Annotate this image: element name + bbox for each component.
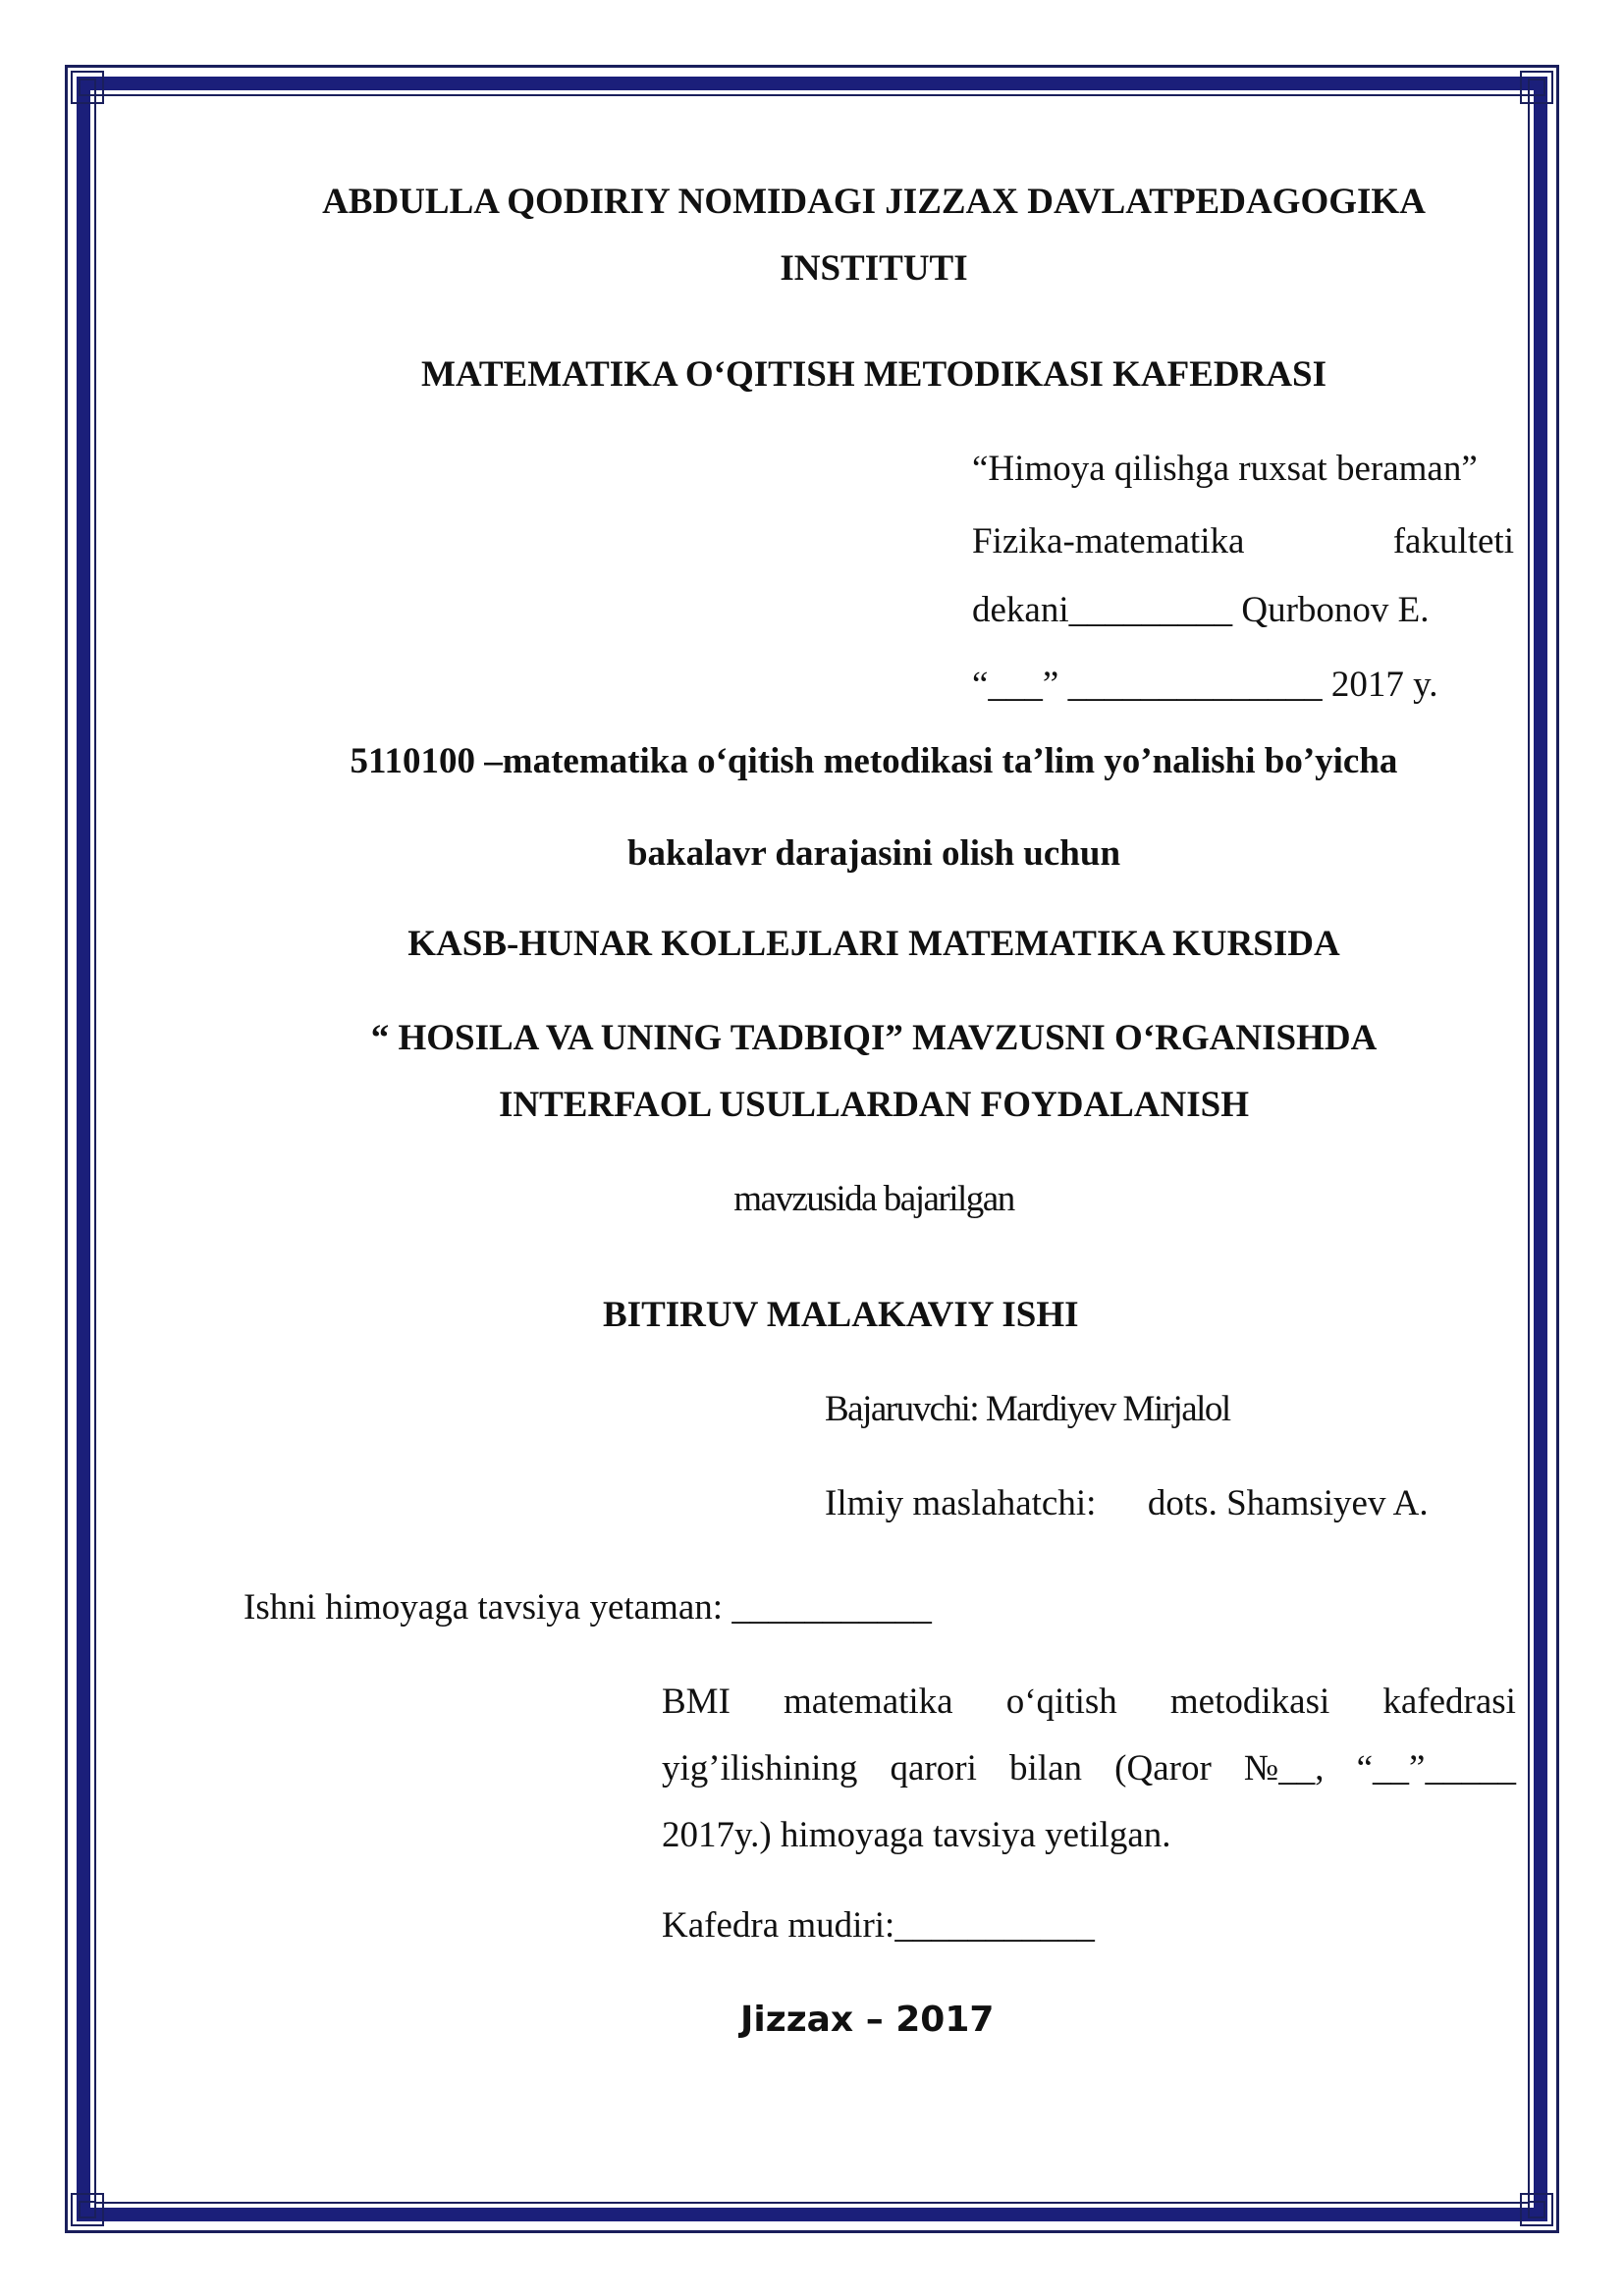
advisor-label: Ilmiy maslahatchi: bbox=[825, 1483, 1097, 1523]
decision-word: (Qaror bbox=[1114, 1748, 1212, 1789]
institute-name-line1: ABDULLA QODIRIY NOMIDAGI JIZZAX DAVLATPEDAGOGIKA bbox=[322, 182, 1426, 222]
advisor-name: dots. Shamsiyev A. bbox=[1147, 1483, 1429, 1523]
approval-date: “___” ______________ 2017 y. bbox=[972, 665, 1438, 705]
page-border-inner bbox=[94, 94, 1530, 2204]
department-name: MATEMATIKA O‘QITISH METODIKASI KAFEDRASI bbox=[420, 354, 1327, 395]
decision-word: bilan bbox=[1009, 1748, 1083, 1789]
approval-faculty-line bbox=[972, 520, 1514, 563]
specialty-line: 5110100 –matematika o‘qitish metodikasi ta’lim yo’nalishi bo’yicha bbox=[350, 741, 1398, 781]
decision-word: o‘qitish bbox=[1005, 1682, 1117, 1722]
decision-word: yig’ilishining bbox=[662, 1748, 858, 1789]
executor-line: Bajaruvchi: Mardiyev Mirjalol bbox=[825, 1389, 1230, 1429]
approval-faculty-right: fakulteti bbox=[1392, 521, 1514, 561]
decision-word: matematika bbox=[784, 1682, 953, 1722]
corner-ornament-bottom-left bbox=[71, 2193, 104, 2226]
department-head-signature: Kafedra mudiri:___________ bbox=[662, 1905, 1095, 1946]
decision-word: “__”_____ bbox=[1356, 1748, 1516, 1789]
decision-line3: 2017y.) himoyaga tavsiya yetilgan. bbox=[662, 1815, 1171, 1855]
decision-word: metodikasi bbox=[1169, 1682, 1330, 1722]
approval-permission: “Himoya qilishga ruxsat beraman” bbox=[972, 449, 1478, 489]
thesis-title-line2: “ HOSILA VA UNING TADBIQI” MAVZUSNI O‘RGANISHDA bbox=[370, 1018, 1378, 1058]
corner-ornament-bottom-right bbox=[1520, 2193, 1553, 2226]
corner-ornament-top-right bbox=[1520, 71, 1553, 104]
decision-line1 bbox=[662, 1681, 1516, 1724]
approval-dean-signature: dekani_________ Qurbonov E. bbox=[972, 590, 1430, 630]
work-type-title: BITIRUV MALAKAVIY ISHI bbox=[603, 1295, 1079, 1335]
decision-word: kafedrasi bbox=[1382, 1682, 1516, 1722]
thesis-title-line3: INTERFAOL USULLARDAN FOYDALANISH bbox=[498, 1085, 1250, 1125]
thesis-title-line1: KASB-HUNAR KOLLEJLARI MATEMATIKA KURSIDA bbox=[407, 924, 1340, 964]
decision-line2 bbox=[662, 1747, 1516, 1790]
institute-name-line2: INSTITUTI bbox=[780, 248, 968, 289]
decision-word: qarori bbox=[890, 1748, 977, 1789]
corner-ornament-top-left bbox=[71, 71, 104, 104]
topic-caption: mavzusida bajarilgan bbox=[733, 1179, 1014, 1219]
recommendation-line: Ishni himoyaga tavsiya yetaman: ___________ bbox=[244, 1587, 932, 1628]
place-year: Jizzax – 2017 bbox=[740, 2000, 995, 2040]
advisor-line bbox=[825, 1482, 1429, 1525]
approval-faculty-left: Fizika-matematika bbox=[972, 521, 1245, 561]
decision-word: BMI bbox=[662, 1682, 731, 1722]
decision-word: №__, bbox=[1243, 1748, 1325, 1789]
degree-line: bakalavr darajasini olish uchun bbox=[626, 833, 1121, 874]
